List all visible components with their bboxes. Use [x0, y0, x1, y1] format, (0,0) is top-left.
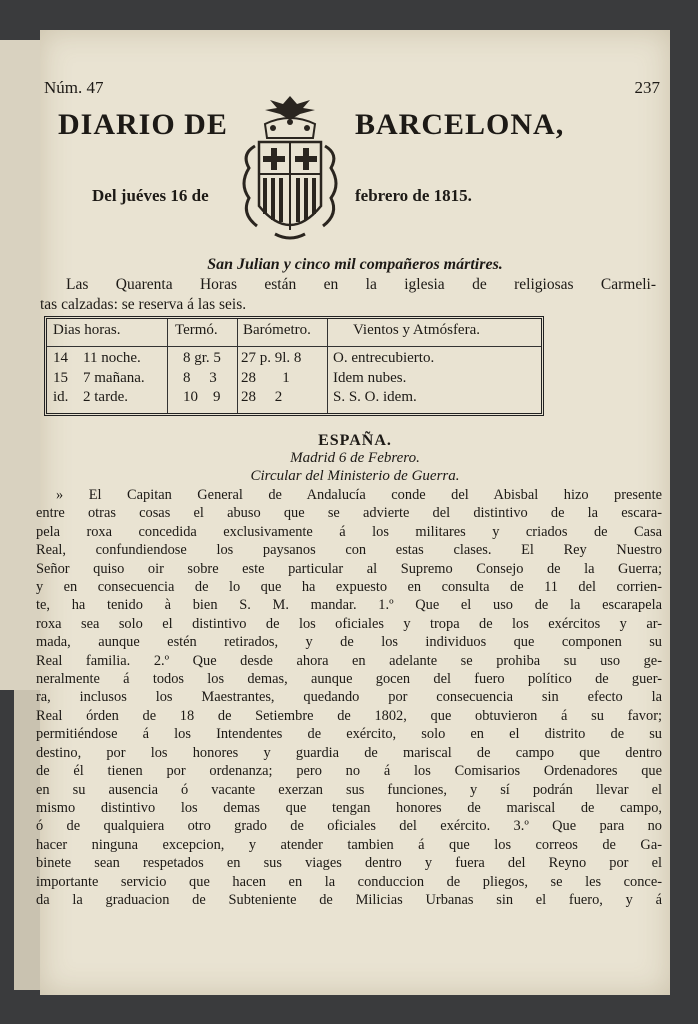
- article-line: da la graduacion de Subteniente de Milicias Urbanas sin el fuero, y á: [36, 891, 662, 908]
- article-line: hacer ninguna excepcion, y atender tambien á que los correos de Ga-: [36, 836, 662, 853]
- forty-hours-notice: [40, 275, 670, 315]
- article-line: » El Capitan General de Andalucía conde del Abisbal hizo presente: [56, 487, 662, 503]
- weather-wind: O. entrecubierto.: [333, 350, 435, 366]
- weather-hour: 7 mañana.: [83, 370, 145, 386]
- weather-day: 14: [53, 350, 68, 366]
- article-line: y en consecuencia de lo que ha expuesto en consulta de 11 del corrien-: [36, 579, 662, 596]
- article-line: te, ha tenido à bien S. M. mandar. 1.º Que el uso de la escarapela: [36, 597, 662, 614]
- section-subheading: Circular del Ministerio de Guerra.: [250, 468, 460, 484]
- article-line: roxa sea solo el distintivo de los oficiales y tropa de los exércitos y ar-: [36, 615, 662, 632]
- weather-baro: 28 2: [241, 389, 283, 405]
- article-line: en su ausencia ó vacante exerzan sus funciones, y sí podrán llevar el: [36, 781, 662, 798]
- article-line: pela roxa concedida exclusivamente á los militares y criados de Casa: [36, 523, 662, 540]
- article-line: Señor quiso oir sobre este particular al Supremo Consejo de la Guerra;: [36, 560, 662, 577]
- section-heading: ESPAÑA.: [318, 432, 392, 449]
- adjacent-page-edge: [0, 40, 41, 690]
- article-line: Real familia. 2.º Que desde ahora en adelante se prohiba su uso ge-: [36, 652, 662, 669]
- forty-hours-line: tas calzadas: se reserva á las seis.: [40, 296, 247, 313]
- date-right: febrero de 1815.: [355, 186, 472, 205]
- weather-header-baro: Barómetro.: [243, 322, 311, 338]
- weather-thermo: 10 9: [183, 389, 221, 405]
- weather-hour: 11 noche.: [83, 350, 141, 366]
- article-line: mada, aunque estén retirados, y de los individuos que componen su: [36, 634, 662, 651]
- article-line: ó de qualquiera otro grado de oficiales del exército. 3.º Que para no: [36, 818, 662, 835]
- article-line: importante servicio que hacen en la conduccion de pliegos, se les conce-: [36, 873, 662, 890]
- masthead-title-right: BARCELONA,: [355, 108, 565, 141]
- weather-day: id.: [53, 389, 69, 405]
- date-left: Del juéves 16 de: [92, 186, 209, 205]
- newspaper-page: [36, 30, 670, 995]
- weather-baro: 28 1: [241, 370, 290, 386]
- weather-thermo: 8 gr. 5: [183, 350, 221, 366]
- weather-table: [44, 316, 544, 416]
- article-line: binete sean respetados en sus viages dentro y fuera del Reyno por el: [36, 855, 662, 872]
- weather-hour: 2 tarde.: [83, 389, 128, 405]
- masthead-title-left: DIARIO DE: [58, 108, 228, 141]
- dateline: Madrid 6 de Febrero.: [290, 450, 420, 466]
- weather-wind: S. S. O. idem.: [333, 389, 417, 405]
- weather-baro: 27 p. 9l. 8: [241, 350, 302, 366]
- forty-hours-line: Las Quarenta Horas están en la iglesia de religiosas Carmeli-: [66, 276, 656, 293]
- barcelona-coat-of-arms-icon: [235, 94, 345, 244]
- weather-header-days: Dias horas.: [53, 322, 121, 338]
- article-line: destino, por los honores y guardia de mariscal de campo que dentro: [36, 744, 662, 761]
- weather-wind: Idem nubes.: [333, 370, 407, 386]
- article-line: ra, inclusos los Maestrantes, quedando por consecuencia sin efecto la: [36, 689, 662, 706]
- article-line: de él tienen por ordenanza; pero no á los Comisarios Ordenadores que: [36, 763, 662, 780]
- issue-number: Núm. 47: [44, 78, 104, 97]
- article-line: Real, confundiendose los paysanos con estas clases. El Rey Nuestro: [36, 542, 662, 559]
- article-line: neralmente á todos los demas, aunque gocen del fuero político de guer-: [36, 671, 662, 688]
- article-line: Real órden de 18 de Setiembre de 1802, que obtuvieron á su favor;: [36, 707, 662, 724]
- weather-header-wind: Vientos y Atmósfera.: [353, 322, 480, 338]
- article-line: entre otras cosas el abuso que se advierte del distintivo de la escara-: [36, 505, 662, 522]
- article-line: permitiéndose á los Intendentes de exército, solo en el distrito de su: [36, 726, 662, 743]
- saint-of-the-day: San Julian y cinco mil compañeros mártires.: [207, 256, 503, 273]
- weather-day: 15: [53, 370, 68, 386]
- article-line: mismo distintivo los demas que tengan honores de mariscal de campo,: [36, 799, 662, 816]
- page-number: 237: [634, 78, 660, 97]
- weather-thermo: 8 3: [183, 370, 217, 386]
- article-body: [36, 486, 662, 909]
- weather-header-thermo: Termó.: [175, 322, 218, 338]
